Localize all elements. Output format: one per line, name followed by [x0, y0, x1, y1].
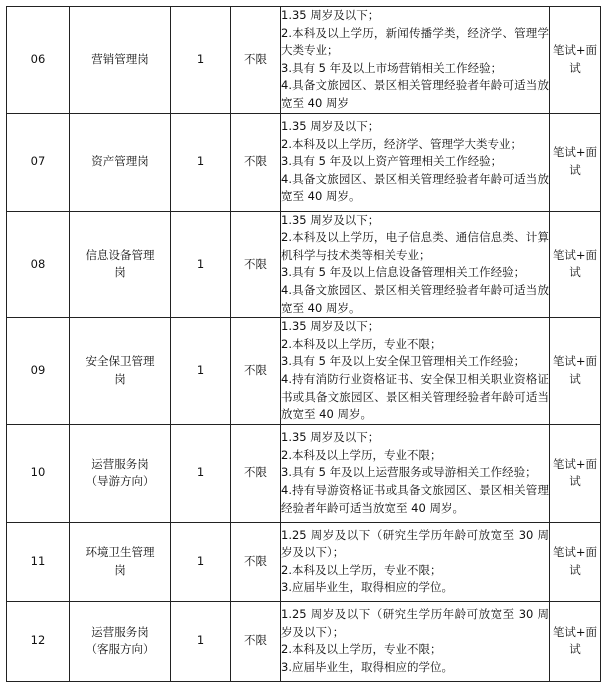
requirement-line: 1.35 周岁及以下；	[281, 212, 380, 227]
row-number: 08	[7, 211, 70, 318]
post-name-line: （导游方向）	[85, 474, 155, 489]
post-requirements	[281, 522, 550, 601]
requirement-line: 3.具有 5 年及以上安全保卫管理相关工作经验；	[281, 354, 526, 369]
requirement-line: 2.本科及以上学历，电子信息类、通信信息类、计算机科学与技术类等相关专业；	[281, 230, 549, 262]
post-requirements	[281, 7, 550, 114]
requirement-line: 3.具有 5 年及以上运营服务或导游相关工作经验；	[281, 465, 537, 480]
post-name-line: 运营服务岗	[91, 456, 149, 471]
post-name	[70, 601, 171, 681]
post-limit: 不限	[231, 318, 281, 425]
post-requirements	[281, 424, 550, 522]
post-name-line: 信息设备管理	[85, 247, 155, 262]
requirement-line: 1.25 周岁及以下（研究生学历年龄可放宽至 30 周岁及以下）；	[281, 527, 549, 560]
requirement-line: 3.具有 5 年及以上资产管理相关工作经验；	[281, 154, 503, 169]
post-limit: 不限	[231, 113, 281, 211]
post-limit: 不限	[231, 601, 281, 681]
row-number: 11	[7, 522, 70, 601]
post-name-line: 环境卫生管理	[85, 545, 155, 560]
requirement-line: 2.本科及以上学历，专业不限；	[281, 447, 442, 462]
requirement-line: 3.应届毕业生，取得相应的学位。	[281, 659, 453, 674]
requirement-line: 4.持有导游资格证书或具备文旅园区、景区相关管理经验者年龄可适当放宽至 40 周岁。	[281, 482, 549, 515]
post-name: 营销管理岗	[70, 7, 171, 114]
post-requirements	[281, 318, 550, 425]
table-row	[7, 424, 601, 522]
requirement-line: 2.本科及以上学历，专业不限；	[281, 336, 442, 351]
post-name	[70, 318, 171, 425]
table-row	[7, 113, 601, 211]
table-row	[7, 522, 601, 601]
table-row	[7, 601, 601, 681]
requirement-line: 1.35 周岁及以下；	[281, 119, 380, 134]
requirement-line: 3.具有 5 年及以上市场营销相关工作经验；	[281, 60, 503, 75]
requirement-line: 3.应届毕业生，取得相应的学位。	[281, 580, 453, 595]
post-name-line: 岗	[114, 562, 126, 577]
table-row	[7, 7, 601, 114]
exam-method: 笔试+面试	[550, 601, 601, 681]
exam-method: 笔试+面试	[550, 113, 601, 211]
row-number: 09	[7, 318, 70, 425]
post-requirements	[281, 113, 550, 211]
table-row	[7, 211, 601, 318]
requirement-line: 1.35 周岁及以下；	[281, 319, 380, 334]
requirement-line: 4.具备文旅园区、景区相关管理经验者年龄可适当放宽至 40 周岁。	[281, 171, 549, 204]
requirement-line: 2.本科及以上学历，专业不限；	[281, 562, 442, 577]
post-count: 1	[171, 522, 231, 601]
requirement-line: 1.35 周岁及以下；	[281, 430, 380, 445]
post-limit: 不限	[231, 211, 281, 318]
row-number: 10	[7, 424, 70, 522]
requirement-line: 4.具备文旅园区、景区相关管理经验者年龄可适当放宽至 40 周岁。	[281, 282, 549, 315]
post-requirements	[281, 601, 550, 681]
post-name	[70, 424, 171, 522]
post-requirements	[281, 211, 550, 318]
requirement-line: 4.持有消防行业资格证书、安全保卫相关职业资格证书或具备文旅园区、景区相关管理经验者年龄可适当放宽至 40 周岁。	[281, 371, 549, 422]
post-limit: 不限	[231, 522, 281, 601]
post-name-line: 岗	[114, 371, 126, 386]
exam-method: 笔试+面试	[550, 522, 601, 601]
post-limit: 不限	[231, 424, 281, 522]
requirement-line: 2.本科及以上学历，经济学、管理学大类专业；	[281, 136, 522, 151]
post-count: 1	[171, 113, 231, 211]
post-count: 1	[171, 601, 231, 681]
row-number: 12	[7, 601, 70, 681]
post-name	[70, 522, 171, 601]
post-count: 1	[171, 318, 231, 425]
requirement-line: 2.本科及以上学历，专业不限；	[281, 642, 442, 657]
post-count: 1	[171, 211, 231, 318]
requirement-line: 1.25 周岁及以下（研究生学历年龄可放宽至 30 周岁及以下）；	[281, 607, 549, 639]
row-number: 06	[7, 7, 70, 114]
post-name	[70, 211, 171, 318]
requirement-line: 1.35 周岁及以下；	[281, 8, 380, 22]
row-number: 07	[7, 113, 70, 211]
recruitment-table	[6, 6, 601, 682]
post-count: 1	[171, 424, 231, 522]
post-name-line: 岗	[114, 265, 126, 280]
post-limit: 不限	[231, 7, 281, 114]
post-name: 资产管理岗	[70, 113, 171, 211]
exam-method: 笔试+面试	[550, 7, 601, 114]
post-name-line: 安全保卫管理	[85, 354, 155, 369]
requirement-line: 3.具有 5 年及以上信息设备管理相关工作经验；	[281, 265, 526, 280]
exam-method: 笔试+面试	[550, 318, 601, 425]
post-name-line: 运营服务岗	[91, 624, 149, 639]
table-body	[7, 7, 601, 682]
table-row	[7, 318, 601, 425]
exam-method: 笔试+面试	[550, 211, 601, 318]
requirement-line: 4.具备文旅园区、景区相关管理经验者年龄可适当放宽至 40 周岁	[281, 78, 549, 110]
post-count: 1	[171, 7, 231, 114]
exam-method: 笔试+面试	[550, 424, 601, 522]
post-name-line: （客服方向）	[85, 642, 155, 657]
requirement-line: 2.本科及以上学历，新闻传播学类，经济学、管理学大类专业；	[281, 25, 549, 58]
